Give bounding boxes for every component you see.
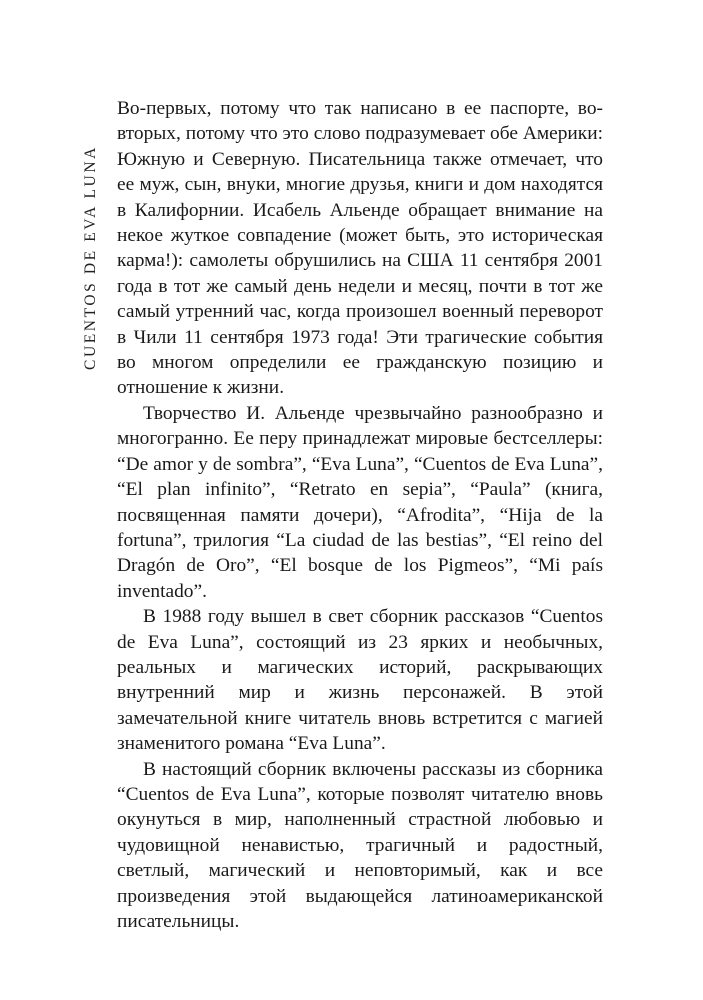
paragraph-1: Во-первых, потому что так написано в ее паспорте, во-вторых, потому что это слово подразумевает обе Америки: Южную и Северную. Писательница также отмечает, что ее муж, сын, внуки, многие друзья, книги и дом находятся в Калифорнии. Исабель Альенде обращает внимание на некое жуткое совпадение (может быть, это историческая карма!): самолеты обрушились на США 11 сентября 2001 года в тот же самый день недели и месяц, почти в тот же самый утренний час, когда произошел военный переворот в Чили 11 сентября 1973 года! Эти трагические события во многом определили ее гражданскую позицию и отношение к жизни. (117, 98, 603, 399)
running-head-title: CUENTOS DE EVA LUNA (82, 145, 99, 370)
paragraph-4: В настоящий сборник включены рассказы из сборника “Cuentos de Eva Luna”, которые позволят читателю вновь окунуться в мир, наполненный страстной любовью и чудовищной ненавистью, трагичный и радостный, светлый, магический и неповторимый, как и все произведения этой выдающейся латиноамериканской писательницы. (117, 758, 603, 932)
running-head (80, 100, 104, 370)
page-body (117, 96, 603, 934)
paragraph-3: В 1988 году вышел в свет сборник рассказов “Cuentos de Eva Luna”, состоящий из 23 ярких и необычных, реальных и магических историй, раскрывающих внутренний мир и жизнь персонажей. В этой замечательной книге читатель вновь встретится с магией знаменитого романа “Eva Luna”. (117, 606, 603, 755)
paragraph-2: Творчество И. Альенде чрезвычайно разнообразно и многогранно. Ее перу принадлежат мировые бестселлеры: “De amor y de sombra”, “Eva Luna”, “Cuentos de Eva Luna”, “El plan infinito”, “Retrato en sepia”, “Paula” (книга, посвященная памяти дочери), “Afrodita”, “Hija de la fortuna”, трилогия “La ciudad de las bestias”, “El reino del Dragón de Oro”, “El bosque de los Pigmeos”, “Mi país inventado”. (117, 402, 603, 602)
